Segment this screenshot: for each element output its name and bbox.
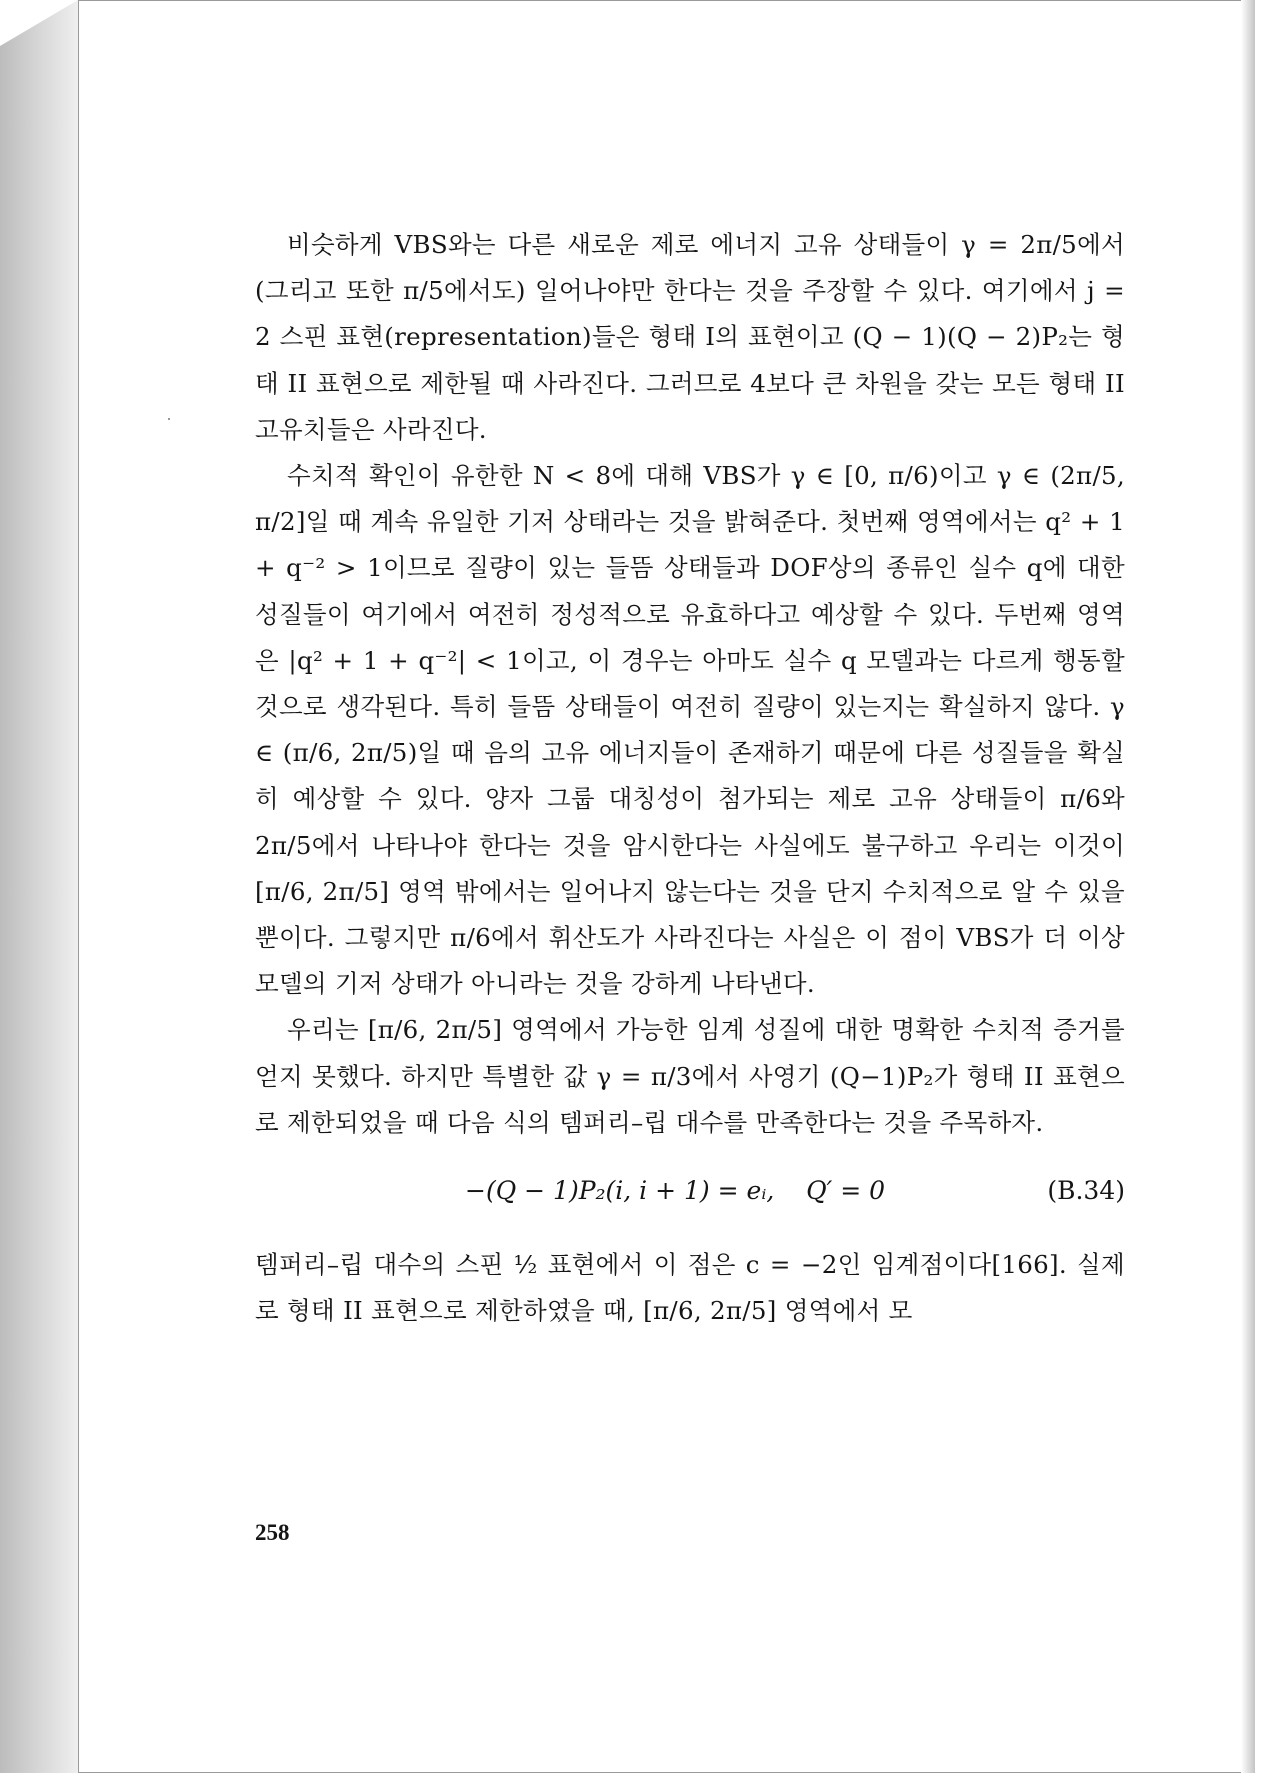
page-number: 258 bbox=[255, 1520, 290, 1545]
paper-speck bbox=[168, 418, 170, 420]
equation-number: (B.34) bbox=[1047, 1176, 1125, 1206]
equation-body: −(Q − 1)P₂(i, i + 1) = eᵢ, Q′ = 0 bbox=[465, 1176, 885, 1206]
paragraph-3: 우리는 [π/6, 2π/5] 영역에서 가능한 임계 성질에 대한 명확한 수치적 증거를 얻지 못했다. 하지만 특별한 값 γ = π/3에서 사영기 (Q−1)P₂가 형태 II 표현으로 제한되었을 때 다음 식의 템퍼리–립 대수를 만족한다는 것을 주목하자. bbox=[255, 1015, 1125, 1137]
page-body bbox=[255, 222, 1125, 1334]
closing-paragraph: 템퍼리–립 대수의 스핀 ½ 표현에서 이 점은 c = −2인 임계점이다[166]. 실제로 형태 II 표현으로 제한하였을 때, [π/6, 2π/5] 영역에서 모 bbox=[255, 1250, 1125, 1326]
paragraph-2: 수치적 확인이 유한한 N < 8에 대해 VBS가 γ ∈ [0, π/6)이고 γ ∈ (2π/5, π/2]일 때 계속 유일한 기저 상태라는 것을 밝혀준다. 첫번째 영역에서는 q² + 1 + q⁻² > 1이므로 질량이 있는 들뜸 상태들과 DOF상의 종류인 실수 q에 대한 성질들이 여기에서 여전히 정성적으로 유효하다고 예상할 수 있다. 두번째 영역은 |q² + 1 + q⁻²| < 1이고, 이 경우는 아마도 실수 q 모델과는 다르게 행동할 것으로 생각된다. 특히 들뜸 상태들이 여전히 질량이 있는지는 확실하지 않다. γ ∈ (π/6, 2π/5)일 때 음의 고유 에너지들이 존재하기 때문에 다른 성질들을 확실히 예상할 수 있다. 양자 그룹 대칭성이 첨가되는 제로 고유 상태들이 π/6와 2π/5에서 나타나야 한다는 것을 암시한다는 사실에도 불구하고 우리는 이것이 [π/6, 2π/5] 영역 밖에서는 일어나지 않는다는 것을 단지 수치적으로 알 수 있을 뿐이다. 그렇지만 π/6에서 휘산도가 사라진다는 사실은 이 점이 VBS가 더 이상 모델의 기저 상태가 아니라는 것을 강하게 나타낸다. bbox=[255, 461, 1125, 999]
book-spine bbox=[0, 0, 78, 1773]
paragraph-1: 비슷하게 VBS와는 다른 새로운 제로 에너지 고유 상태들이 γ = 2π/5에서 (그리고 또한 π/5에서도) 일어나야만 한다는 것을 주장할 수 있다. 여기에서 j = 2 스핀 표현(representation)들은 형태 I의 표현이고 (Q − 1)(Q − 2)P₂는 형태 II 표현으로 제한될 때 사라진다. 그러므로 4보다 큰 차원을 갖는 모든 형태 II 고유치들은 사라진다. bbox=[255, 230, 1125, 444]
book-corner bbox=[0, 0, 78, 46]
page-edge bbox=[1241, 0, 1255, 1773]
equation-b34 bbox=[255, 1172, 1125, 1220]
